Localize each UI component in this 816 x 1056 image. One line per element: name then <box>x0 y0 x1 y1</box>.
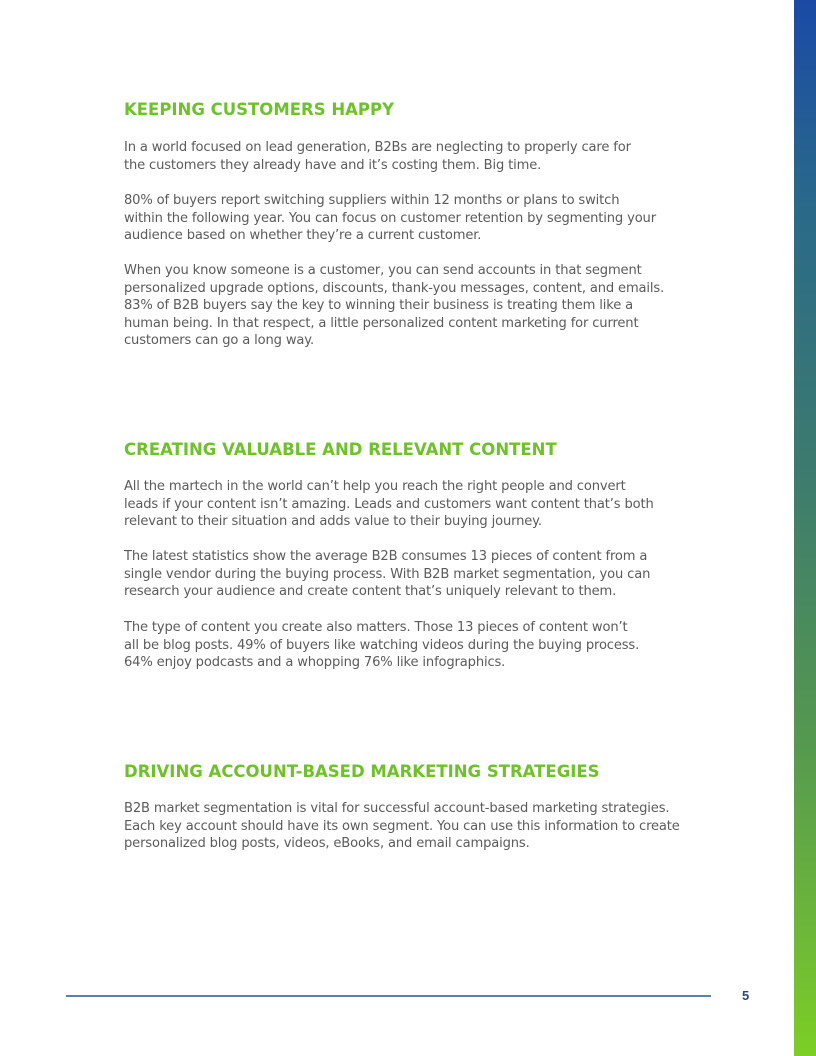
text-line: relevant to their situation and adds value to their buying journey. <box>124 514 542 530</box>
paragraph <box>124 548 650 601</box>
paragraph <box>124 619 639 672</box>
paragraph <box>124 139 631 174</box>
text-line: In a world focused on lead generation, B2Bs are neglecting to properly care for <box>124 140 631 155</box>
section-keeping-customers-happy <box>124 100 704 349</box>
paragraph <box>124 800 680 853</box>
paragraph <box>124 192 656 245</box>
text-line: leads if your content isn’t amazing. Leads and customers want content that’s both <box>124 496 654 512</box>
text-line: the customers they already have and it’s costing them. Big time. <box>124 157 542 173</box>
text-line: When you know someone is a customer, you can send accounts in that segment <box>124 263 642 278</box>
text-line: all be blog posts. 49% of buyers like watching videos during the buying process. <box>124 637 640 653</box>
text-line: Each key account should have its own segment. You can use this information to create <box>124 818 680 834</box>
text-line: personalized upgrade options, discounts, thank-you messages, content, and emails. <box>124 280 665 296</box>
text-line: audience based on whether they’re a current customer. <box>124 228 482 244</box>
text-line: 83% of B2B buyers say the key to winning their business is treating them like a <box>124 298 634 314</box>
text-line: customers can go a long way. <box>124 333 314 349</box>
section-heading: CREATING VALUABLE AND RELEVANT CONTENT <box>124 440 557 459</box>
text-line: personalized blog posts, videos, eBooks, and email campaigns. <box>124 836 530 852</box>
text-line: 64% enjoy podcasts and a whopping 76% like infographics. <box>124 655 506 671</box>
section-heading: KEEPING CUSTOMERS HAPPY <box>124 100 395 119</box>
text-line: The type of content you create also matters. Those 13 pieces of content won’t <box>124 620 628 635</box>
text-line: 80% of buyers report switching suppliers within 12 months or plans to switch <box>124 193 620 208</box>
text-line: human being. In that respect, a little personalized content marketing for current <box>124 315 639 331</box>
section-creating-valuable-content <box>124 440 704 671</box>
section-driving-abm-strategies <box>124 762 704 852</box>
paragraph <box>124 478 654 531</box>
text-line: All the martech in the world can’t help you reach the right people and convert <box>124 479 626 494</box>
text-line: within the following year. You can focus on customer retention by segmenting your <box>124 210 656 226</box>
paragraph <box>124 262 664 350</box>
decorative-gradient-sidebar <box>794 0 816 1056</box>
text-line: single vendor during the buying process. With B2B market segmentation, you can <box>124 566 651 582</box>
footer-divider <box>66 995 711 997</box>
section-heading: DRIVING ACCOUNT-BASED MARKETING STRATEGIES <box>124 762 600 781</box>
text-line: B2B market segmentation is vital for successful account-based marketing strategies. <box>124 801 670 816</box>
text-line: The latest statistics show the average B2B consumes 13 pieces of content from a <box>124 549 648 564</box>
text-line: research your audience and create content that’s uniquely relevant to them. <box>124 584 617 600</box>
page-number: 5 <box>742 988 750 1003</box>
